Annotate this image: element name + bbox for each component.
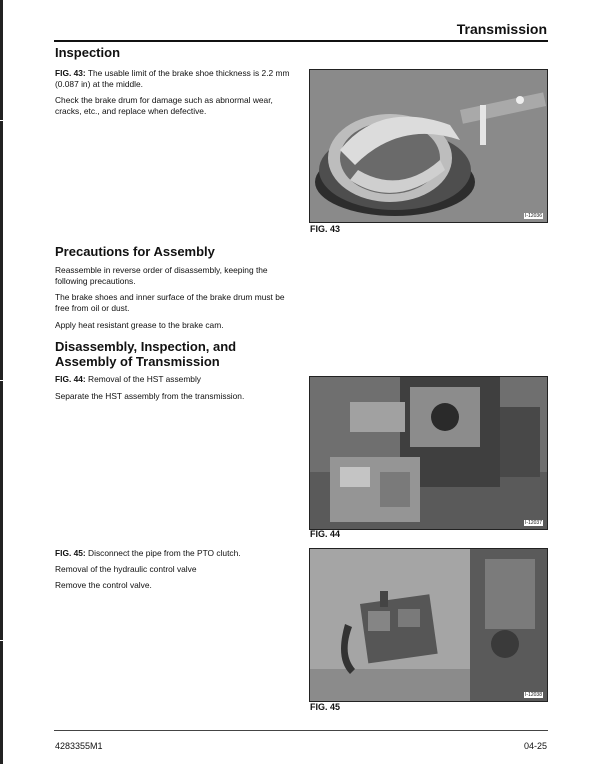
edge-mark	[0, 120, 3, 121]
fig43-ref: FIG. 43:	[55, 68, 86, 78]
fig45-paragraph-2: Remove the control valve.	[55, 580, 152, 590]
fig45-ref: FIG. 45:	[55, 548, 86, 558]
fig43-caption	[55, 68, 293, 89]
footer-rule	[54, 730, 548, 731]
precautions-paragraph-2: The brake shoes and inner surface of the brake drum must be free from oil or dust.	[55, 292, 285, 313]
figure-45-label: FIG. 45	[310, 702, 341, 712]
precautions-paragraph-1: Reassemble in reverse order of disassembly, keeping the following precautions.	[55, 265, 268, 286]
fig43-text: The usable limit of the brake shoe thickness is 2.2 mm (0.087 in) at the middle.	[55, 68, 290, 89]
disassembly-paragraph: Separate the HST assembly from the transmission.	[55, 391, 245, 401]
page-title: Transmission	[456, 21, 547, 37]
page-number: 04-25	[523, 741, 547, 751]
figure-44-photo	[309, 376, 548, 530]
fig44-text: Removal of the HST assembly	[88, 374, 201, 384]
precautions-paragraph-3: Apply heat resistant grease to the brake cam.	[55, 320, 224, 330]
brake-drum-illustration	[310, 70, 547, 222]
fig44-ref: FIG. 44:	[55, 374, 86, 384]
fig45-paragraph-1: Removal of the hydraulic control valve	[55, 564, 197, 574]
fig45-caption	[55, 548, 293, 559]
figure-43-photo	[309, 69, 548, 223]
hst-assembly-illustration	[310, 377, 547, 529]
figure-45-id: I-12038	[525, 692, 542, 698]
edge-mark	[0, 380, 3, 381]
figure-43-id: I-12036	[525, 213, 542, 219]
figure-45-photo	[309, 548, 548, 702]
page-edge-bar	[0, 0, 3, 764]
doc-number: 4283355M1	[55, 741, 103, 751]
control-valve-illustration	[310, 549, 547, 701]
header-rule	[54, 40, 548, 42]
figure-44-label: FIG. 44	[310, 529, 341, 539]
inspection-paragraph: Check the brake drum for damage such as abnormal wear, cracks, etc., and replace when defective.	[55, 95, 273, 116]
fig45-text: Disconnect the pipe from the PTO clutch.	[88, 548, 241, 558]
section-heading-inspection: Inspection	[55, 45, 121, 60]
figure-44-id: I-12037	[525, 520, 542, 526]
edge-mark	[0, 640, 3, 641]
fig44-caption	[55, 374, 293, 385]
figure-43-label: FIG. 43	[310, 224, 341, 234]
section-heading-disassembly: Disassembly, Inspection, and Assembly of Transmission	[55, 339, 237, 369]
section-heading-precautions: Precautions for Assembly	[55, 244, 215, 259]
